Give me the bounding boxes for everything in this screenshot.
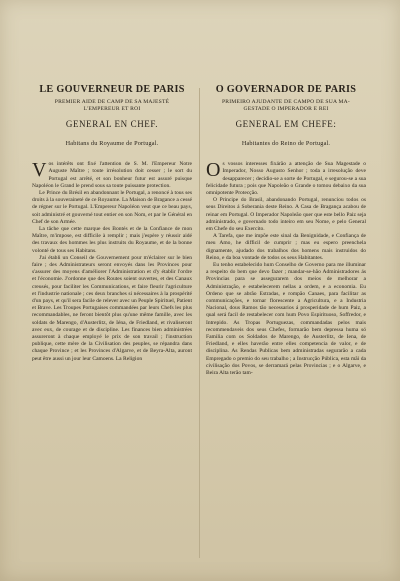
portuguese-addressee: Habitantes do Reino de Portugal. <box>241 140 331 148</box>
french-proclamation-text <box>32 161 192 363</box>
portuguese-column <box>206 84 366 377</box>
portuguese-proclamation-text <box>206 161 366 377</box>
french-office: GENERAL EN CHEF. <box>65 119 159 130</box>
portuguese-office: GENERAL EM CHEFE: <box>235 119 337 130</box>
french-subtitle-line-1: PREMIER AIDE DE CAMP DE SA MAJESTÉ <box>54 99 170 105</box>
portuguese-paragraph-4: Eu tenho estabelecido hum Conselho de Governo para me illuminar a respeito do bem que devo fazer ; mandar-se-hão Administradores ás Provincias para se assegurarem dos meios de melhorar a Administração, e estabelecerem nellas a ordem, e a economia. Eu Ordeno que se abrão Estradas, e rompão Canaes, para facilitar as communicações, e tornar florescente a Agricultura, e a Industria Nacional, dous Ramos tão necessarios á prosperidade de hum Paiz, a qual será facil de restabelecer com hum Povo Espirituoso, Soffredor, e Intrepido. As Tropas Portuguezas, commandadas pelos mais recommendaveis dos seus Chefes, formarão bem depressa huma só Familia com os Soldados de Marengo, de Austerlitz, de Iena, de Friedland, e elles haverão entre elles competencia de valor, e de disciplina. As Rendas Publicas bem administradas segurarão a cada Empregado o premio do seu trabalho ; a Instrucção Pública, esta mãi da civilisação dos Povos, se derramará pelas Provincias ; e o Algarve, e Beira Alta terão tam- <box>206 262 366 377</box>
french-column <box>32 84 192 363</box>
french-addressee: Habitans du Royaume de Portugal. <box>65 140 159 148</box>
portuguese-title: O GOVERNADOR DE PARIS <box>215 84 357 95</box>
french-paragraph-3: La tâche que cette marque des Bontés et de la Confiance de mon Maître, m'impose, est difficile à remplir ; mais j'espère y réussir aidé des travaux des hommes les plus instruits du Royaume, et de la bonne volonté de tous ses Habitans. <box>32 226 192 254</box>
french-paragraph-1: Vos intérêts ont fixé l'attention de S. M. l'Empereur Notre Auguste Maître ; toute irrésolution doit cesser ; le sort du Portugal est arrêté, et son bonheur futur est assuré puisque Napoléon le Grand le prend sous sa toute puissante protection. <box>32 159 192 189</box>
portuguese-paragraph-3: A Tarefa, que me impõe este sinal da Benignidade, e Confiança de meu Amo, he difficil de cumprir ; mas eu espero preenchela dignamente, ajudado dos trabalhos dos homens mais instruidos do Reino, e da boa vontade de todos os seus Habitantes. <box>206 233 366 261</box>
french-title: LE GOUVERNEUR DE PARIS <box>39 84 185 95</box>
french-subtitle-line-2: L'EMPEREUR ET ROI <box>83 105 141 112</box>
portuguese-paragraph-1: Os vossos interesses fixárão a attenção de Sua Magestade o Imperador, Nosso Augusto Senhor ; toda a irresolução deve desapparecer ; decidio-se a sorte de Portugal, e segurou-se a sua felicidade futura ; pois que Napoleão o Grande o tomou debaixo da sua omnipotente Protecção. <box>206 159 366 196</box>
french-dropcap: V <box>32 159 47 182</box>
french-paragraph-2: Le Prince du Brésil en abandonnant le Portugal, a renoncé à tous ses droits à la souveraineté de ce Royaume. La Maison de Bragance a cessé de régner sur le Portugal. L'Empereur Napoléon veut que ce beau pays, soit administré et gouverné tout entier en son Nom, et par le Général en Chef de son Armée. <box>32 190 192 225</box>
portuguese-subtitle-line-2: GESTADE O IMPERADOR E REI <box>243 105 329 112</box>
french-subtitle <box>32 99 192 112</box>
portuguese-subtitle-line-1: PRIMEIRO AJUDANTE DE CAMPO DE SUA MA- <box>222 99 350 105</box>
french-paragraph-4: J'ai établi un Conseil de Gouvernement pour m'éclairer sur le bien faire ; des Administrateurs seront envoyés dans les Provinces pour s'assurer des moyens d'améliorer l'Administration et d'y établir l'ordre et l'économie. J'ordonne que des Routes soient ouvertes, et des Canaux creusés, pour faciliter les Communications, et faire fleurir l'agriculture et l'industrie nationale ; ces deux branches si nécessaires à la prospérité d'un pays, et qu'il sera facile de relever avec un Peuple Spirituel, Patient et Brave. Les Troupes Portugaises commandées par leurs Chefs les plus recommandables, ne feront bientôt plus qu'une même famille, avec les soldats de Marengo, d'Austerlitz, de Iéna, de Friedland, et rivaliseront avec eux, de courage et de discipline. Les finances bien administrées assureront à chaque employé le prix de son travail ; l'instruction publique, cette mère de la Civilisation des peuples, se répandra dans chaque Province ; et les Provinces d'Algarve, et de Beyra-Alta, auront peut être aussi un jour leur Camoens. La Religion <box>32 254 192 362</box>
portuguese-subtitle <box>206 99 366 112</box>
portuguese-dropcap: O <box>206 159 221 182</box>
portuguese-paragraph-2: O Principe do Brasil, abandonando Portugal, renunciou todos os seus Direitos á Soberania deste Reino. A Casa de Bragança acabou de reinar em Portugal. O Imperador Napoleão quer que este bello Paiz seja administrado, e governado todo inteiro em seu Nome, e pelo General em Chefe do seu Exercito. <box>206 197 366 233</box>
column-divider <box>199 88 200 558</box>
